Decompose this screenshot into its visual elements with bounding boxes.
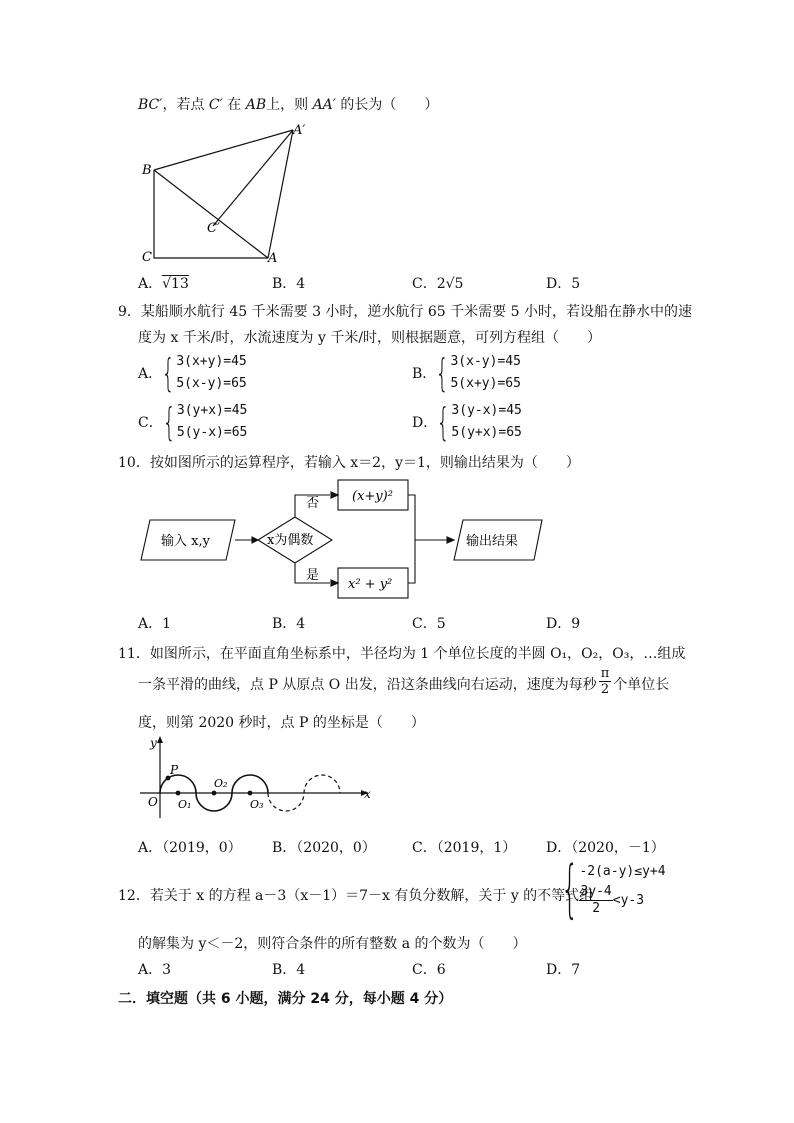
q12-line2: 的解集为 y＜－2，则符合条件的所有整数 a 的个数为（ ） <box>138 936 527 952</box>
label-B: B <box>142 163 152 178</box>
q10-option-c[interactable]: C．5 <box>412 616 446 632</box>
q9-option-b[interactable]: B． { 3(x-y)=45 5(x+y)=65 <box>412 351 521 395</box>
q9-option-d[interactable]: D． { 3(y-x)=45 5(y+x)=65 <box>412 400 522 444</box>
expr-bottom: x² + y² <box>348 577 393 592</box>
q8-figure <box>136 118 326 268</box>
label-A: A <box>268 251 278 266</box>
q12-option-c[interactable]: C．6 <box>412 962 446 978</box>
no-label: 否 <box>306 496 320 511</box>
axis-y-label: y <box>150 736 157 750</box>
q8-option-b[interactable]: B．4 <box>272 276 306 292</box>
label-P: P <box>170 763 179 777</box>
q11-line1: 11．如图所示，在平面直角坐标系中，半径均为 1 个单位长度的半圆 O₁，O₂，O₃，…组成 <box>118 646 686 662</box>
q12-inequality-system: { -2(a-y)≤y+4 3y-4 2 <y-3 <box>560 852 666 925</box>
q11-figure <box>136 732 376 822</box>
q12-option-a[interactable]: A．3 <box>138 962 172 978</box>
q9-option-c[interactable]: C． { 3(y+x)=45 5(y-x)=65 <box>138 400 248 444</box>
q8-option-a[interactable]: A．√13 <box>138 276 189 292</box>
q11-option-b[interactable]: B．（2020，0） <box>272 840 376 856</box>
q10-flowchart <box>140 476 560 606</box>
fraction: π 2 <box>600 666 610 697</box>
q10-stem: 10．按如图所示的运算程序，若输入 x＝2，y＝1，则输出结果为（ ） <box>118 455 580 471</box>
q11-option-c[interactable]: C．（2019，1） <box>412 840 517 856</box>
q9-line1: 9．某船顺水航行 45 千米需要 3 小时，逆水航行 65 千米需要 5 小时，若设船在静水中的速 <box>118 304 692 320</box>
axis-x-label: x <box>364 787 371 801</box>
output-label: 输出结果 <box>466 534 519 549</box>
label-A-prime: A′ <box>293 123 306 138</box>
q12-stem: 12．若关于 x 的方程 a－3（x－1）＝7－x 有负分数解，关于 y 的不等式组 <box>118 888 594 904</box>
brace-icon: { <box>161 351 175 395</box>
q8-option-d[interactable]: D．5 <box>546 276 581 292</box>
q11-line3: 度，则第 2020 秒时，点 P 的坐标是（ ） <box>138 715 425 731</box>
expr-top: (x+y)² <box>352 489 393 504</box>
q9-option-a[interactable]: A． { 3(x+y)=45 5(x-y)=65 <box>138 351 247 395</box>
q10-option-b[interactable]: B．4 <box>272 616 306 632</box>
brace-icon: { <box>435 351 450 395</box>
q9-line2: 度为 x 千米/时，水流速度为 y 千米/时，则根据题意，可列方程组（ ） <box>138 330 602 346</box>
label-O: O <box>148 795 158 809</box>
label-C: C <box>142 250 152 265</box>
q11-option-d[interactable]: D．（2020，－1） <box>546 840 665 856</box>
brace-icon: { <box>162 400 176 444</box>
yes-label: 是 <box>306 568 320 583</box>
q11-line2: 一条平滑的曲线，点 P 从原点 O 出发，沿这条曲线向右运动，速度为每秒 π 2 个单位长 <box>138 666 670 697</box>
decision-label: x为偶数 <box>267 533 314 548</box>
q12-option-b[interactable]: B．4 <box>272 962 306 978</box>
q11-option-a[interactable]: A．（2019，0） <box>138 840 242 856</box>
brace-icon: { <box>560 852 579 925</box>
q10-option-a[interactable]: A．1 <box>138 616 172 632</box>
label-O2: O₂ <box>214 777 228 790</box>
q10-option-d[interactable]: D．9 <box>546 616 581 632</box>
section-heading-fill-in: 二．填空题（共 6 小题，满分 24 分，每小题 4 分） <box>118 991 453 1007</box>
label-O1: O₁ <box>178 798 192 811</box>
q12-option-d[interactable]: D．7 <box>546 962 581 978</box>
q8-stem: BC′，若点 C′ 在 AB上，则 AA′ 的长为（ ） <box>138 97 439 113</box>
label-O3: O₃ <box>250 798 264 811</box>
brace-icon: { <box>436 400 450 444</box>
input-label: 输入 x,y <box>161 534 210 549</box>
label-C-prime: C′ <box>207 221 220 236</box>
q8-option-c[interactable]: C．2√5 <box>412 276 464 292</box>
